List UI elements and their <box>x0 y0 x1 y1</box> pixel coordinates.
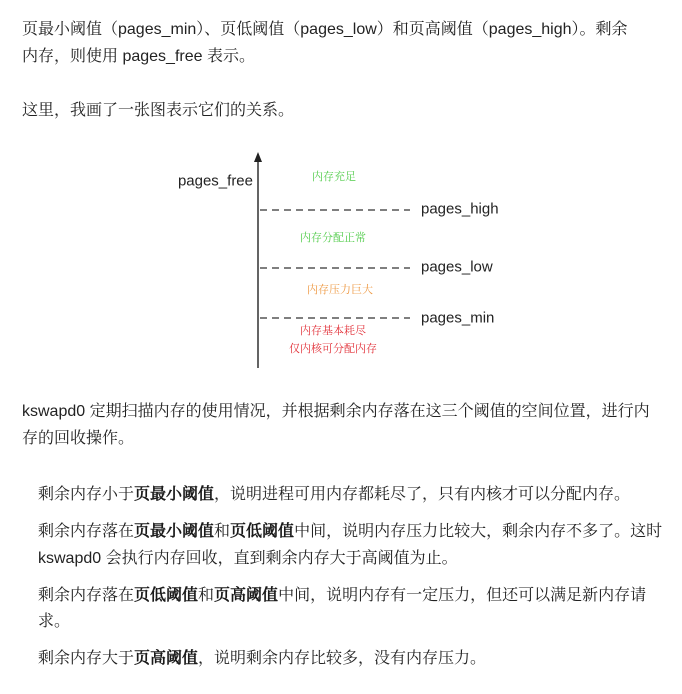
intro-line: 页最小阈值（pages_min）、页低阈值（pages_low）和页高阈值（pages_high）。剩余 <box>22 21 628 38</box>
emphasized-term: 页低阈值 <box>134 586 199 604</box>
list-text: 剩余内存大于 <box>38 650 135 667</box>
kswapd-explanation-paragraph <box>22 398 650 452</box>
zone-label-sufficient: 内存充足 <box>312 171 356 183</box>
list-text: 中间，说明内存有一定压力，但还可以满足新内存请 <box>278 586 647 604</box>
intro-paragraph <box>22 16 628 70</box>
diagram-lead-in-paragraph <box>22 97 294 124</box>
zone-label-pressure: 内存压力巨大 <box>307 284 373 296</box>
explanation-line: kswapd0 定期扫描内存的使用情况，并根据剩余内存落在这三个阈值的空间位置，进行内 <box>22 403 650 420</box>
list-text: 中间，说明内存压力比较大，剩余内存不多了。这时 <box>294 523 663 540</box>
list-text: 和 <box>214 523 231 540</box>
zone-label-normal: 内存分配正常 <box>300 232 366 244</box>
threshold-label-min: pages_min <box>421 309 495 327</box>
zone-label-kernel-only: 仅内核可分配内存 <box>289 343 377 355</box>
list-text: 求。 <box>38 613 71 630</box>
emphasized-term: 页高阈值 <box>134 650 199 667</box>
list-item <box>38 583 662 636</box>
axis-arrowhead <box>254 152 262 162</box>
emphasized-term: 页低阈值 <box>230 523 295 540</box>
list-item-line <box>38 646 662 673</box>
threshold-cases-list <box>38 482 662 683</box>
list-text: ，说明剩余内存比较多，没有内存压力。 <box>198 650 487 667</box>
list-item <box>38 482 662 509</box>
list-item-line <box>38 583 662 610</box>
list-item-line <box>38 609 662 636</box>
emphasized-term: 页最小阈值 <box>134 486 215 503</box>
list-item-line <box>38 482 662 509</box>
list-item <box>38 646 662 673</box>
list-text: ，说明进程可用内存都耗尽了，只有内核才可以分配内存。 <box>214 486 631 503</box>
list-item <box>38 519 662 572</box>
axis-label: pages_free <box>177 172 253 190</box>
explanation-line: 存的回收操作。 <box>22 430 135 447</box>
list-text: 剩余内存落在 <box>38 586 135 604</box>
threshold-label-high: pages_high <box>421 200 499 218</box>
emphasized-term: 页高阈值 <box>214 586 279 604</box>
zone-label-exhausted: 内存基本耗尽 <box>300 325 366 337</box>
list-item-line <box>38 519 662 546</box>
emphasized-term: 页最小阈值 <box>134 523 215 540</box>
list-text: 和 <box>198 586 215 604</box>
list-text: 剩余内存小于 <box>38 486 135 503</box>
list-item-line <box>38 546 662 573</box>
threshold-label-low: pages_low <box>421 258 493 276</box>
memory-threshold-diagram <box>160 140 520 380</box>
list-text: kswapd0 会执行内存回收，直到剩余内存大于高阈值为止。 <box>38 549 458 567</box>
list-text: 剩余内存落在 <box>38 523 135 540</box>
lead-in-line: 这里，我画了一张图表示它们的关系。 <box>22 102 295 119</box>
intro-line: 内存，则使用 pages_free 表示。 <box>22 48 255 65</box>
